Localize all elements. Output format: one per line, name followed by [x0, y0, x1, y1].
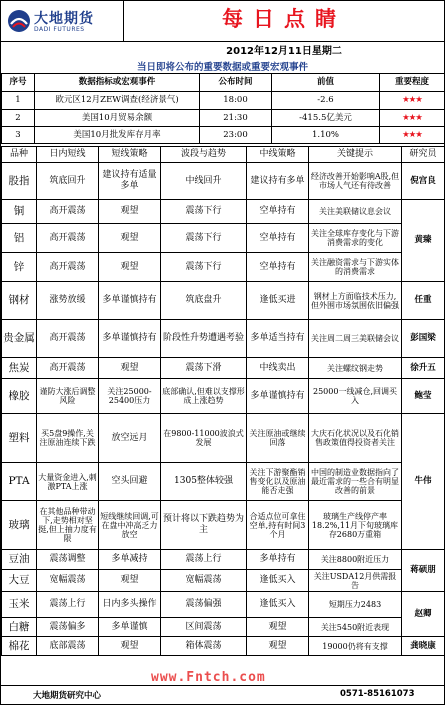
macro-header-cell: 公布时间 [200, 74, 272, 92]
commodity-row [2, 224, 445, 253]
commodity-name: 铝 [2, 224, 37, 253]
mid-strategy: 中线卖出 [247, 358, 309, 379]
intraday-view: 涨势放缓 [37, 282, 99, 320]
intraday-view: 在其他品种带动下,走势相对坚挺,但上抽力度有限 [37, 501, 99, 550]
commodity-name: 铜 [2, 200, 37, 224]
key-hint: 短期压力2483 [309, 592, 402, 618]
mid-strategy: 多单适当持有 [247, 320, 309, 358]
trend-view: 阶段性升势遭遇考验 [161, 320, 247, 358]
macro-header-cell: 数据指标或宏观事件 [35, 74, 200, 92]
commodity-row [2, 570, 445, 592]
key-hint: 关注5450附近表现 [309, 618, 402, 637]
strategy-header-row [2, 147, 445, 163]
analyst-name: 赵卿 [402, 592, 445, 637]
commodity-name: 钢材 [2, 282, 37, 320]
analyst-name: 彭国梁 [402, 320, 445, 358]
macro-event: 欧元区12月ZEW调查(经济景气) [35, 92, 200, 110]
strategy-header-cell: 关键提示 [309, 147, 402, 163]
mid-strategy: 空单持有 [247, 253, 309, 282]
trend-view: 震荡上行 [161, 550, 247, 570]
macro-header-cell: 序号 [2, 74, 35, 92]
mid-strategy: 逢低买入 [247, 592, 309, 618]
strategy-header-cell: 研究员 [402, 147, 445, 163]
mid-strategy: 空单持有 [247, 224, 309, 253]
mid-strategy: 建议持有多单 [247, 163, 309, 200]
mid-strategy: 多单持有 [247, 550, 309, 570]
commodity-row [2, 253, 445, 282]
intraday-view: 高开震荡 [37, 358, 99, 379]
trend-view: 预计将以下跌趋势为主 [161, 501, 247, 550]
importance-stars: ★★★ [380, 92, 445, 110]
commodity-row [2, 163, 445, 200]
contact-phone: 0571-85161073 [340, 689, 415, 699]
intraday-view: 震荡上行 [37, 592, 99, 618]
trend-view: 区间震荡 [161, 618, 247, 637]
commodity-row [2, 550, 445, 570]
report-title: 每日点睛 [222, 6, 346, 31]
strategy-header-cell: 短线策略 [99, 147, 161, 163]
commodity-row [2, 379, 445, 414]
key-hint: 关注融资需求与下游实体的消费需求 [309, 253, 402, 282]
commodity-name: 白糖 [2, 618, 37, 637]
commodity-name: 棉花 [2, 637, 37, 656]
mid-strategy: 多单谨慎持有 [247, 379, 309, 414]
macro-events-table [1, 73, 445, 144]
macro-time: 23:00 [200, 127, 272, 144]
analyst-name: 鲍莹 [402, 379, 445, 414]
trend-view: 宽幅震荡 [161, 570, 247, 592]
key-hint: 大庆石化状况以及石化销售政策值得投资者关注 [309, 414, 402, 463]
short-strategy: 观望 [99, 637, 161, 656]
macro-row [2, 110, 445, 127]
trend-view: 在9800-11000波浪式发展 [161, 414, 247, 463]
short-strategy: 日内多头操作 [99, 592, 161, 618]
mid-strategy: 观望 [247, 637, 309, 656]
commodity-row [2, 282, 445, 320]
short-strategy: 多单谨慎持有 [99, 320, 161, 358]
intraday-view: 宽幅震荡 [37, 570, 99, 592]
commodity-name: 橡胶 [2, 379, 37, 414]
analyst-name: 徐升五 [402, 358, 445, 379]
commodity-row [2, 358, 445, 379]
commodity-strategy-table [1, 146, 445, 656]
research-center-name: 大地期货研究中心 [33, 691, 102, 701]
intraday-view: 谨防大涨后调整风险 [37, 379, 99, 414]
short-strategy: 关注25000-25400压力 [99, 379, 161, 414]
commodity-row [2, 463, 445, 501]
macro-time: 21:30 [200, 110, 272, 127]
mid-strategy: 空单持有 [247, 200, 309, 224]
short-strategy: 建议持有适量多单 [99, 163, 161, 200]
header-divider [123, 1, 124, 41]
commodity-name: 玉米 [2, 592, 37, 618]
commodity-row [2, 320, 445, 358]
intraday-view: 底部震荡 [37, 637, 99, 656]
importance-stars: ★★★ [380, 110, 445, 127]
intraday-view: 震荡偏多 [37, 618, 99, 637]
macro-prev: 1.10% [272, 127, 380, 144]
commodity-row [2, 414, 445, 463]
intraday-view: 大量资金进入,刺激PTA上涨 [37, 463, 99, 501]
commodity-row [2, 200, 445, 224]
macro-prev: -2.6 [272, 92, 380, 110]
key-hint: 经济改善开始影响A股,但市场人气还有待改善 [309, 163, 402, 200]
trend-view: 底部确认,但难以支撑形成上涨趋势 [161, 379, 247, 414]
strategy-header-cell: 日内短线 [37, 147, 99, 163]
trend-view: 1305整体较强 [161, 463, 247, 501]
trend-view: 箱体震荡 [161, 637, 247, 656]
intraday-view: 高开震荡 [37, 200, 99, 224]
trend-view: 震荡下行 [161, 224, 247, 253]
report-footer [1, 685, 444, 705]
macro-header-cell: 重要程度 [380, 74, 445, 92]
commodity-name: 焦炭 [2, 358, 37, 379]
commodity-name: 玻璃 [2, 501, 37, 550]
intraday-view: 买5盘9操作,关注原油连续下跌 [37, 414, 99, 463]
short-strategy: 短线继续回调,可在盘中冲高乏力放空 [99, 501, 161, 550]
trend-view: 震荡偏强 [161, 592, 247, 618]
macro-no: 3 [2, 127, 35, 144]
strategy-header-cell: 品种 [2, 147, 37, 163]
mid-strategy: 逢低买入 [247, 570, 309, 592]
analyst-name: 牛伟 [402, 414, 445, 550]
analyst-name: 倪宫良 [402, 163, 445, 200]
analyst-name: 龚晓康 [402, 637, 445, 656]
trend-view: 筑底盘升 [161, 282, 247, 320]
analyst-name: 黄臻 [402, 200, 445, 282]
key-hint: 关注USDA12月供需报告 [309, 570, 402, 592]
dadi-logo-icon [7, 9, 31, 33]
intraday-view: 震荡调整 [37, 550, 99, 570]
macro-event: 美国10月批发库存月率 [35, 127, 200, 144]
short-strategy: 观望 [99, 570, 161, 592]
analyst-name: 蒋硕朋 [402, 550, 445, 592]
report-header [1, 1, 444, 42]
analyst-name: 任重 [402, 282, 445, 320]
short-strategy: 多单谨慎 [99, 618, 161, 637]
report-date: 2012年12月11日星期二 [226, 46, 342, 57]
macro-time: 18:00 [200, 92, 272, 110]
commodity-name: 股指 [2, 163, 37, 200]
macro-header-row [2, 74, 445, 92]
macro-event: 美国10月贸易余额 [35, 110, 200, 127]
logo-text-en: DADI FUTURES [34, 26, 85, 33]
key-hint: 钢材上方面临技术压力,但外围市场氛围依旧偏强 [309, 282, 402, 320]
key-hint: 关注全球库存变化与下游消费需求的变化 [309, 224, 402, 253]
key-hint: 关注螺纹钢走势 [309, 358, 402, 379]
commodity-row [2, 618, 445, 637]
site-watermark: www.Fntch.com [151, 670, 266, 685]
short-strategy: 空头回避 [99, 463, 161, 501]
short-strategy: 观望 [99, 200, 161, 224]
trend-view: 震荡下行 [161, 253, 247, 282]
commodity-name: 塑料 [2, 414, 37, 463]
key-hint: 中国的制造业数据指向了最近需求的一些合有明显改善的前景 [309, 463, 402, 501]
intraday-view: 高开震荡 [37, 224, 99, 253]
short-strategy: 观望 [99, 224, 161, 253]
macro-section-title: 当日即将公布的重要数据或重要宏观事件 [136, 62, 308, 73]
short-strategy: 观望 [99, 253, 161, 282]
logo-text-cn: 大地期货 [34, 11, 94, 27]
short-strategy: 观望 [99, 358, 161, 379]
trend-view: 震荡下滑 [161, 358, 247, 379]
commodity-name: 豆油 [2, 550, 37, 570]
mid-strategy: 关注下游聚酯销售变化以及原油能否走强 [247, 463, 309, 501]
macro-row [2, 92, 445, 110]
mid-strategy: 逢低买进 [247, 282, 309, 320]
commodity-name: 锌 [2, 253, 37, 282]
commodity-name: 贵金属 [2, 320, 37, 358]
commodity-row [2, 592, 445, 618]
mid-strategy: 观望 [247, 618, 309, 637]
company-logo [7, 7, 119, 37]
key-hint: 19000仍将有支撑 [309, 637, 402, 656]
short-strategy: 多单减持 [99, 550, 161, 570]
strategy-header-cell: 中线策略 [247, 147, 309, 163]
key-hint: 25000一线减仓,回调买入 [309, 379, 402, 414]
trend-view: 中线回升 [161, 163, 247, 200]
commodity-row [2, 501, 445, 550]
importance-stars: ★★★ [380, 127, 445, 144]
macro-header-cell: 前值 [272, 74, 380, 92]
mid-strategy: 合适点位可拿住空单,持有时间3个月 [247, 501, 309, 550]
strategy-header-cell: 波段与趋势 [161, 147, 247, 163]
commodity-name: PTA [2, 463, 37, 501]
intraday-view: 筑底回升 [37, 163, 99, 200]
macro-no: 2 [2, 110, 35, 127]
key-hint: 关注8800附近压力 [309, 550, 402, 570]
commodity-name: 大豆 [2, 570, 37, 592]
mid-strategy: 关注原油或继续回落 [247, 414, 309, 463]
key-hint: 关注周二周三美联储会议 [309, 320, 402, 358]
short-strategy: 多单谨慎持有 [99, 282, 161, 320]
intraday-view: 高开震荡 [37, 320, 99, 358]
macro-no: 1 [2, 92, 35, 110]
key-hint: 玻璃生产线停产率18.2%,11月下旬玻璃库存2680万重箱 [309, 501, 402, 550]
key-hint: 关注美联储议息会议 [309, 200, 402, 224]
macro-prev: -415.5亿美元 [272, 110, 380, 127]
trend-view: 震荡下行 [161, 200, 247, 224]
macro-row [2, 127, 445, 144]
intraday-view: 高开震荡 [37, 253, 99, 282]
commodity-row [2, 637, 445, 656]
short-strategy: 放空远月 [99, 414, 161, 463]
